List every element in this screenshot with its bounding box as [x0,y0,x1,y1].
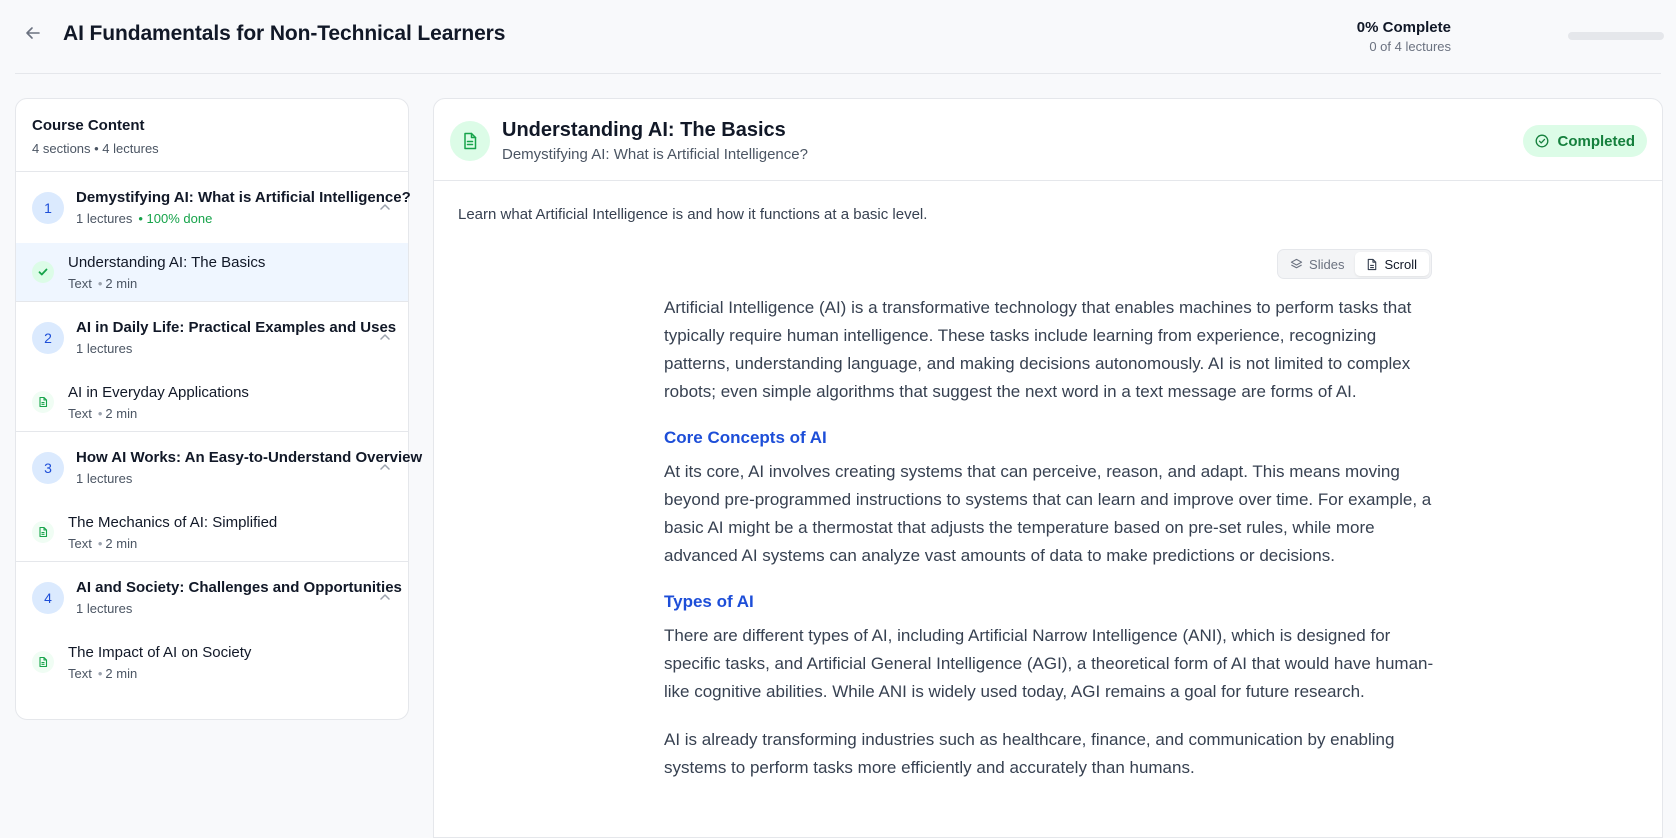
lecture-title: The Mechanics of AI: Simplified [68,513,278,531]
section-title: AI in Daily Life: Practical Examples and Uses [76,319,397,336]
file-icon [1366,258,1378,271]
progress-count: 0 of 4 lectures [1369,39,1451,54]
document-icon [32,391,54,413]
lecture-duration: 2 min [105,405,138,421]
chevron-up-icon [378,330,392,344]
lecture-title: Understanding AI: The Basics [68,253,266,271]
section-header-2[interactable] [16,302,408,373]
back-button[interactable] [20,20,46,46]
section-header-3[interactable] [16,432,423,503]
lecture-panel [433,98,1663,838]
layers-icon [1290,258,1303,271]
chevron-up-icon [378,590,392,604]
section-header-4[interactable] [16,562,408,633]
section-title: Demystifying AI: What is Artificial Intelligence? [76,189,411,206]
section-lecture-count: 1 lectures [76,471,133,486]
completed-badge-label: Completed [1557,132,1635,150]
article-paragraph: AI is already transforming industries such as healthcare, finance, and communication by enabling systems to perform tasks more efficiently and accurately than humans. [664,730,1395,777]
course-section [16,302,408,432]
article-heading: Types of AI [664,592,754,611]
chevron-up-icon [378,460,392,474]
section-title: How AI Works: An Easy-to-Understand Overview [76,449,423,466]
lecture-title: Understanding AI: The Basics [502,119,786,141]
lecture-title: AI in Everyday Applications [68,383,249,401]
section-title: AI and Society: Challenges and Opportunities [76,579,402,596]
progress-bar [1568,32,1664,40]
article-paragraph: Artificial Intelligence (AI) is a transformative technology that enables machines to perform tasks that typically require human intelligence. These tasks include learning from experience, recognizing patterns, understanding language, and making decisions autonomously. AI is not limited to complex robots; even simple algorithms that suggest the next word in a text message are forms of AI. [664,298,1412,401]
lecture-type: Text [68,405,92,421]
article-heading: Core Concepts of AI [664,428,827,447]
section-number: 2 [32,322,64,354]
slides-view-button[interactable] [1280,252,1355,276]
check-icon [32,261,54,283]
lecture-type: Text [68,665,92,681]
lecture-description: Learn what Artificial Intelligence is and how it functions at a basic level. [458,206,928,223]
progress-percent: 0% Complete [1356,19,1451,36]
progress-summary [1357,19,1451,54]
lecture-article [664,294,1434,782]
section-lecture-count: 1 lectures [76,601,133,616]
document-icon [450,121,490,161]
section-number: 4 [32,582,64,614]
arrow-left-icon [23,23,43,43]
slides-label: Slides [1309,256,1345,272]
sidebar-header [16,99,408,172]
scroll-view-button[interactable] [1355,252,1430,276]
lecture-header [434,99,1662,181]
view-mode-toggle [1277,249,1432,279]
completed-badge [1523,125,1647,157]
top-header [0,0,1676,73]
check-circle-icon [1535,134,1549,148]
lecture-title: The Impact of AI on Society [68,643,252,661]
section-number: 3 [32,452,64,484]
course-section [16,172,411,302]
course-content-sidebar [15,98,423,720]
section-lecture-count: 1 lectures [76,211,133,226]
chevron-up-icon [378,200,392,214]
course-section [16,432,423,562]
section-lecture-count: 1 lectures [76,341,133,356]
lecture-duration: 2 min [105,275,138,291]
article-paragraph: At its core, AI involves creating systems that can perceive, reason, and adapt. This means moving beyond pre-programmed instructions to systems that can learn and improve over time. For example, a basic AI might be a thermostat that adjusts the temperature based on pre-set rules, while more advanced AI systems can analyze vast amounts of data to make predictions or decisions. [664,462,1432,565]
lecture-section-name: Demystifying AI: What is Artificial Intelligence? [502,146,808,163]
sidebar-title: Course Content [32,117,145,134]
lecture-type: Text [68,275,92,291]
section-done-status: • 100% done [138,211,213,226]
section-header-1[interactable] [16,172,411,243]
document-icon [32,651,54,673]
sidebar-subtitle: 4 sections • 4 lectures [32,141,159,156]
lecture-type: Text [68,535,92,551]
section-number: 1 [32,192,64,224]
article-paragraph: There are different types of AI, including Artificial Narrow Intelligence (ANI), which is designed for specific tasks, and Artificial General Intelligence (AGI), a theoretical form of AI that would have human-like cognitive abilities. While ANI is widely used today, AGI remains a goal for future research. [664,626,1434,701]
lecture-duration: 2 min [105,535,138,551]
course-section [16,562,408,691]
lecture-item-understanding-ai[interactable]: Understanding AI: The Basics Text • 2 min [16,243,408,301]
lecture-item-ai-everyday[interactable]: AI in Everyday Applications Text • 2 min [16,373,408,431]
page-title: AI Fundamentals for Non-Technical Learners [63,22,506,45]
lecture-item-impact[interactable]: The Impact of AI on Society Text • 2 min [16,633,408,691]
scroll-label: Scroll [1384,256,1417,272]
lecture-item-mechanics[interactable]: The Mechanics of AI: Simplified Text • 2 min [16,503,408,561]
header-divider [15,73,1661,74]
document-icon [32,521,54,543]
lecture-duration: 2 min [105,665,138,681]
